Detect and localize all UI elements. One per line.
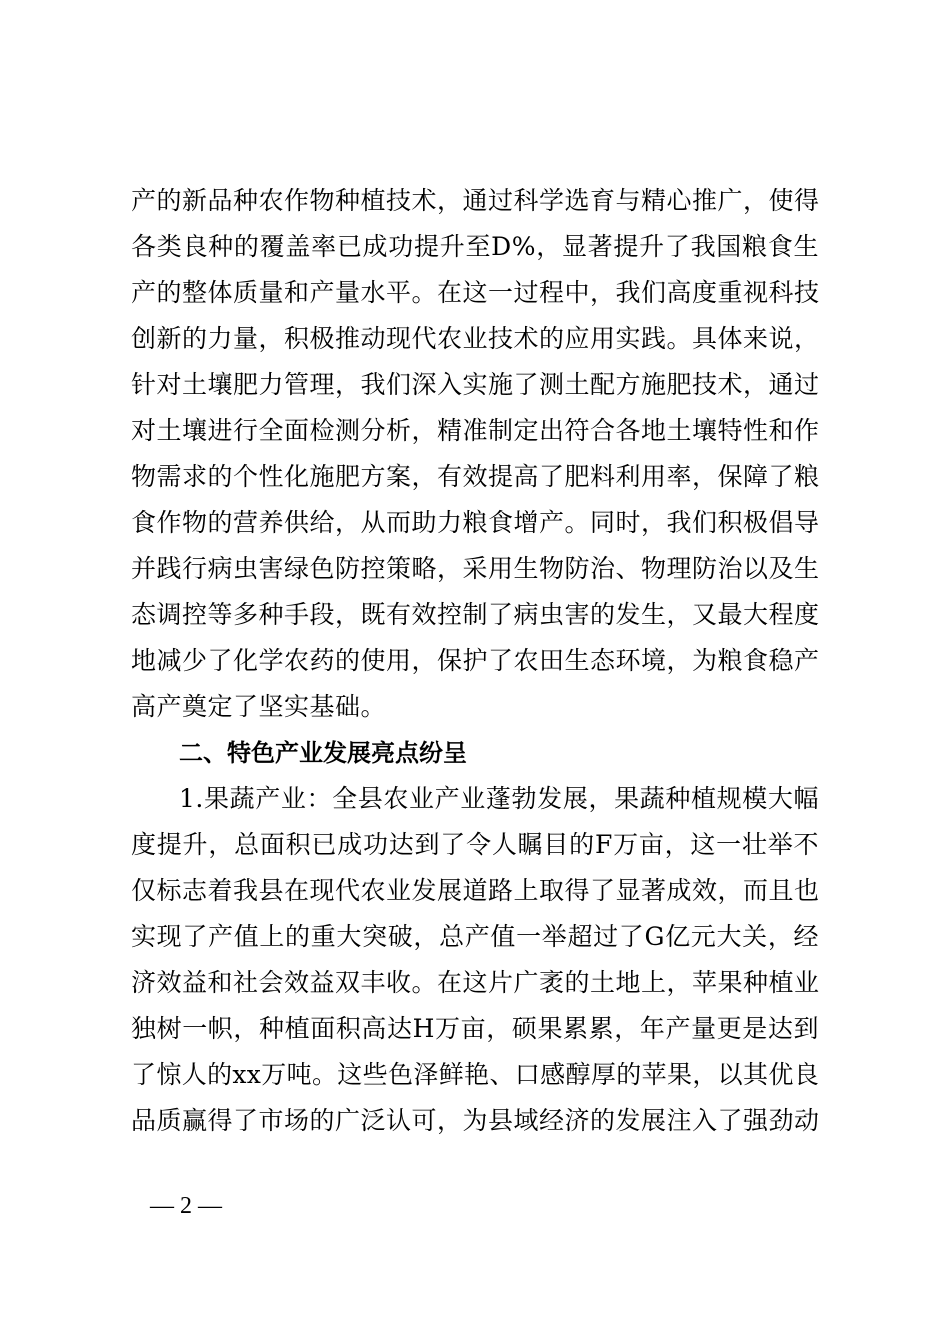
- paragraph-line: 物需求的个性化施肥方案，有效提高了肥料利用率，保障了粮: [131, 462, 820, 491]
- body-text: [131, 178, 819, 1144]
- page-number: — 2 —: [150, 1193, 222, 1219]
- paragraph-line: 地减少了化学农药的使用，保护了农田生态环境，为粮食稳产: [131, 646, 820, 675]
- section-heading: 二、特色产业发展亮点纷呈: [179, 739, 467, 767]
- paragraph-line: 实现了产值上的重大突破，总产值一举超过了G亿元大关，经: [131, 922, 819, 951]
- paragraph-line: 品质赢得了市场的广泛认可，为县域经济的发展注入了强劲动: [131, 1106, 820, 1135]
- paragraph-2: [131, 776, 819, 1144]
- paragraph-line: 创新的力量，积极推动现代农业技术的应用实践。具体来说，: [131, 324, 820, 353]
- paragraph-line: 各类良种的覆盖率已成功提升至D%，显著提升了我国粮食生: [131, 232, 819, 261]
- paragraph-line: 1.果蔬产业：全县农业产业蓬勃发展，果蔬种植规模大幅: [179, 784, 819, 813]
- paragraph-line: 了惊人的xx万吨。这些色泽鲜艳、口感醇厚的苹果，以其优良: [131, 1060, 819, 1089]
- paragraph-line: 产的整体质量和产量水平。在这一过程中，我们高度重视科技: [131, 278, 820, 307]
- paragraph-line: 对土壤进行全面检测分析，精准制定出符合各地土壤特性和作: [131, 416, 820, 445]
- paragraph-line: 度提升，总面积已成功达到了令人瞩目的F万亩，这一壮举不: [131, 830, 819, 859]
- paragraph-line: 仅标志着我县在现代农业发展道路上取得了显著成效，而且也: [131, 876, 820, 905]
- paragraph-line: 并践行病虫害绿色防控策略，采用生物防治、物理防治以及生: [131, 554, 820, 583]
- paragraph-line: 济效益和社会效益双丰收。在这片广袤的土地上，苹果种植业: [131, 968, 820, 997]
- paragraph-line: 高产奠定了坚实基础。: [131, 692, 387, 721]
- paragraph-line: 食作物的营养供给，从而助力粮食增产。同时，我们积极倡导: [131, 508, 820, 537]
- paragraph-line: 针对土壤肥力管理，我们深入实施了测土配方施肥技术，通过: [131, 370, 820, 399]
- paragraph-1: [131, 178, 819, 730]
- paragraph-line: 产的新品种农作物种植技术，通过科学选育与精心推广，使得: [131, 186, 820, 215]
- paragraph-line: 独树一帜，种植面积高达H万亩，硕果累累，年产量更是达到: [131, 1014, 819, 1043]
- paragraph-line: 态调控等多种手段，既有效控制了病虫害的发生，又最大程度: [131, 600, 820, 629]
